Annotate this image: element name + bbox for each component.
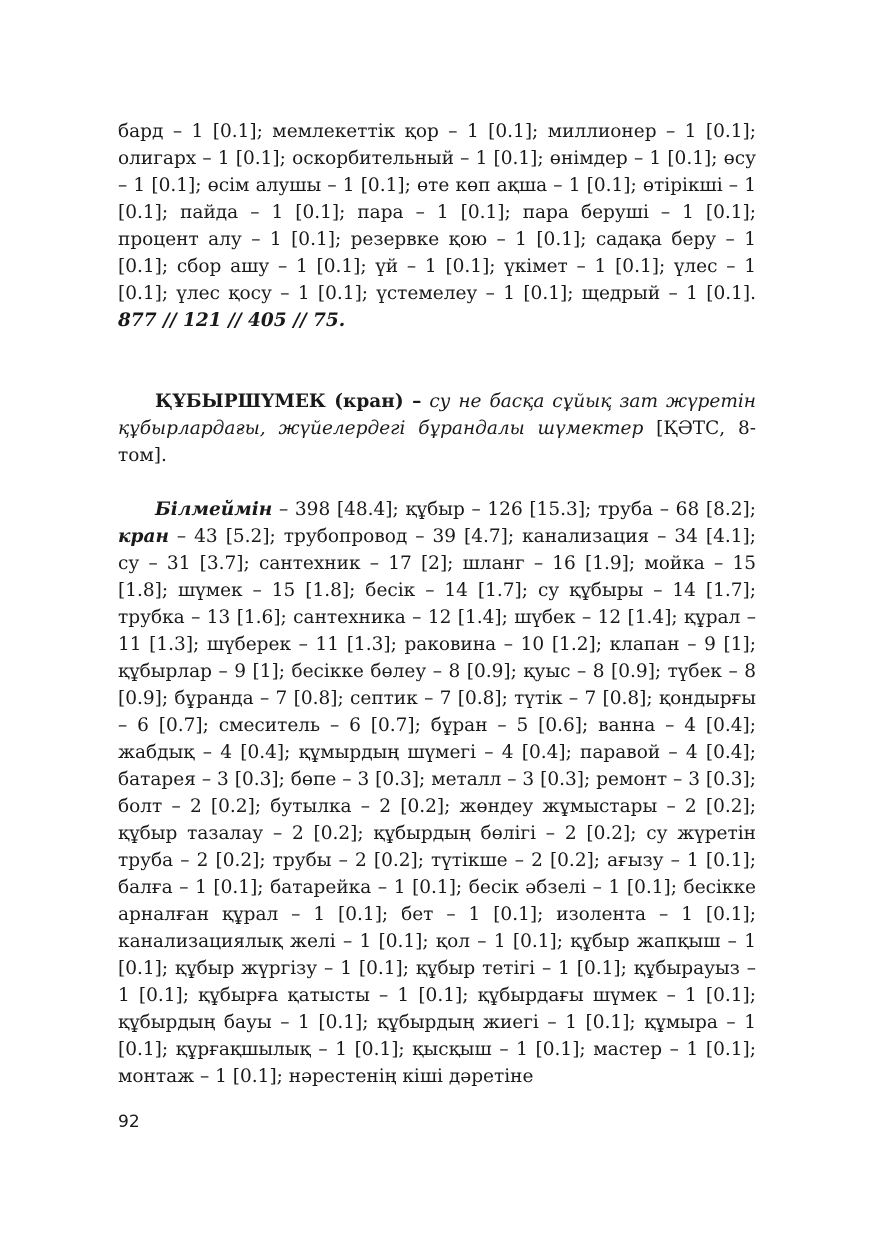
entry-headword: ҚҰБЫРШҮМЕК (кран) – <box>155 391 422 412</box>
stimulus-word: кран <box>118 526 169 547</box>
paragraph-associations <box>118 496 756 1090</box>
associations-part-1: – 398 [48.4]; құбыр – 126 [15.3]; труба – 68 [8.2]; <box>272 499 756 520</box>
page-number: 92 <box>118 1112 140 1132</box>
associations-part-2: – 43 [5.2]; трубопровод – 39 [4.7]; канализация – 34 [4.1]; су – 31 [3.7]; сантехник – 17 [2]; шланг – 16 [1.9]; мойка – 15 [1.8]; шүмек – 15 [1.8]; бесік – 14 [1.7]; су құбыры – 14 [1.7]; трубка – 13 [1.6]; сантехника – 12 [1.4]; шүбек – 12 [1.4]; құрал – 11 [1.3]; шүберек – 11 [1.3]; раковина – 10 [1.2]; клапан – 9 [1]; құбырлар – 9 [1]; бесікке бөлеу – 8 [0.9]; қуыс – 8 [0.9]; түбек – 8 [0.9]; бұранда – 7 [0.8]; септик – 7 [0.8]; түтік – 7 [0.8]; қондырғы – 6 [0.7]; смеситель – 6 [0.7]; бұран – 5 [0.6]; ванна – 4 [0.4]; жабдық – 4 [0.4]; құмырдың шүмегі – 4 [0.4]; паравой – 4 [0.4]; батарея – 3 [0.3]; бөпе – 3 [0.3]; металл – 3 [0.3]; ремонт – 3 [0.3]; болт – 2 [0.2]; бутылка – 2 [0.2]; жөндеу жұмыстары – 2 [0.2]; құбыр тазалау – 2 [0.2]; құбырдың бөлігі – 2 [0.2]; су жүретін труба – 2 [0.2]; трубы – 2 [0.2]; түтікше – 2 [0.2]; ағызу – 1 [0.1]; балға – 1 [0.1]; батарейка – 1 [0.1]; бесік әбзелі – 1 [0.1]; бесікке арналған құрал – 1 [0.1]; бет – 1 [0.1]; изолента – 1 [0.1]; канализациялық желі – 1 [0.1]; қол – 1 [0.1]; құбыр жапқыш – 1 [0.1]; құбыр жүргізу – 1 [0.1]; құбыр тетігі – 1 [0.1]; құбырауыз – 1 [0.1]; құбырға қатысты – 1 [0.1]; құбырдағы шүмек – 1 [0.1]; құбырдың бауы – 1 [0.1]; құбырдың жиегі – 1 [0.1]; құмыра – 1 [0.1]; құрғақшылық – 1 [0.1]; қысқыш – 1 [0.1]; мастер – 1 [0.1]; монтаж – 1 [0.1]; нәрестенің кіші дәретіне <box>118 526 756 1087</box>
paragraph-associations-continued <box>118 118 756 334</box>
lead-word: Білмеймін <box>155 499 273 520</box>
entry-source: [ҚӘТС, 8-том]. <box>118 418 757 466</box>
associations-list: бард – 1 [0.1]; мемлекеттік қор – 1 [0.1]; миллионер – 1 [0.1]; олигарх – 1 [0.1]; оскорбительный – 1 [0.1]; өнімдер – 1 [0.1]; өсу – 1 [0.1]; өсім алушы – 1 [0.1]; өте көп ақша – 1 [0.1]; өтірікші – 1 [0.1]; пайда – 1 [0.1]; пара – 1 [0.1]; пара беруші – 1 [0.1]; процент алу – 1 [0.1]; резервке қою – 1 [0.1]; садақа беру – 1 [0.1]; сбор ашу – 1 [0.1]; үй – 1 [0.1]; үкімет – 1 [0.1]; үлес – 1 [0.1]; үлес қосу – 1 [0.1]; үстемелеу – 1 [0.1]; щедрый – 1 [0.1]. <box>118 121 756 304</box>
entry-definition: су не басқа сұйық зат жүретін құбырлардағы, жүйелердегі бұрандалы шүмектер <box>118 391 756 439</box>
dictionary-entry <box>118 388 756 469</box>
response-totals: 877 // 121 // 405 // 75. <box>118 310 346 331</box>
page-body <box>118 118 756 1090</box>
